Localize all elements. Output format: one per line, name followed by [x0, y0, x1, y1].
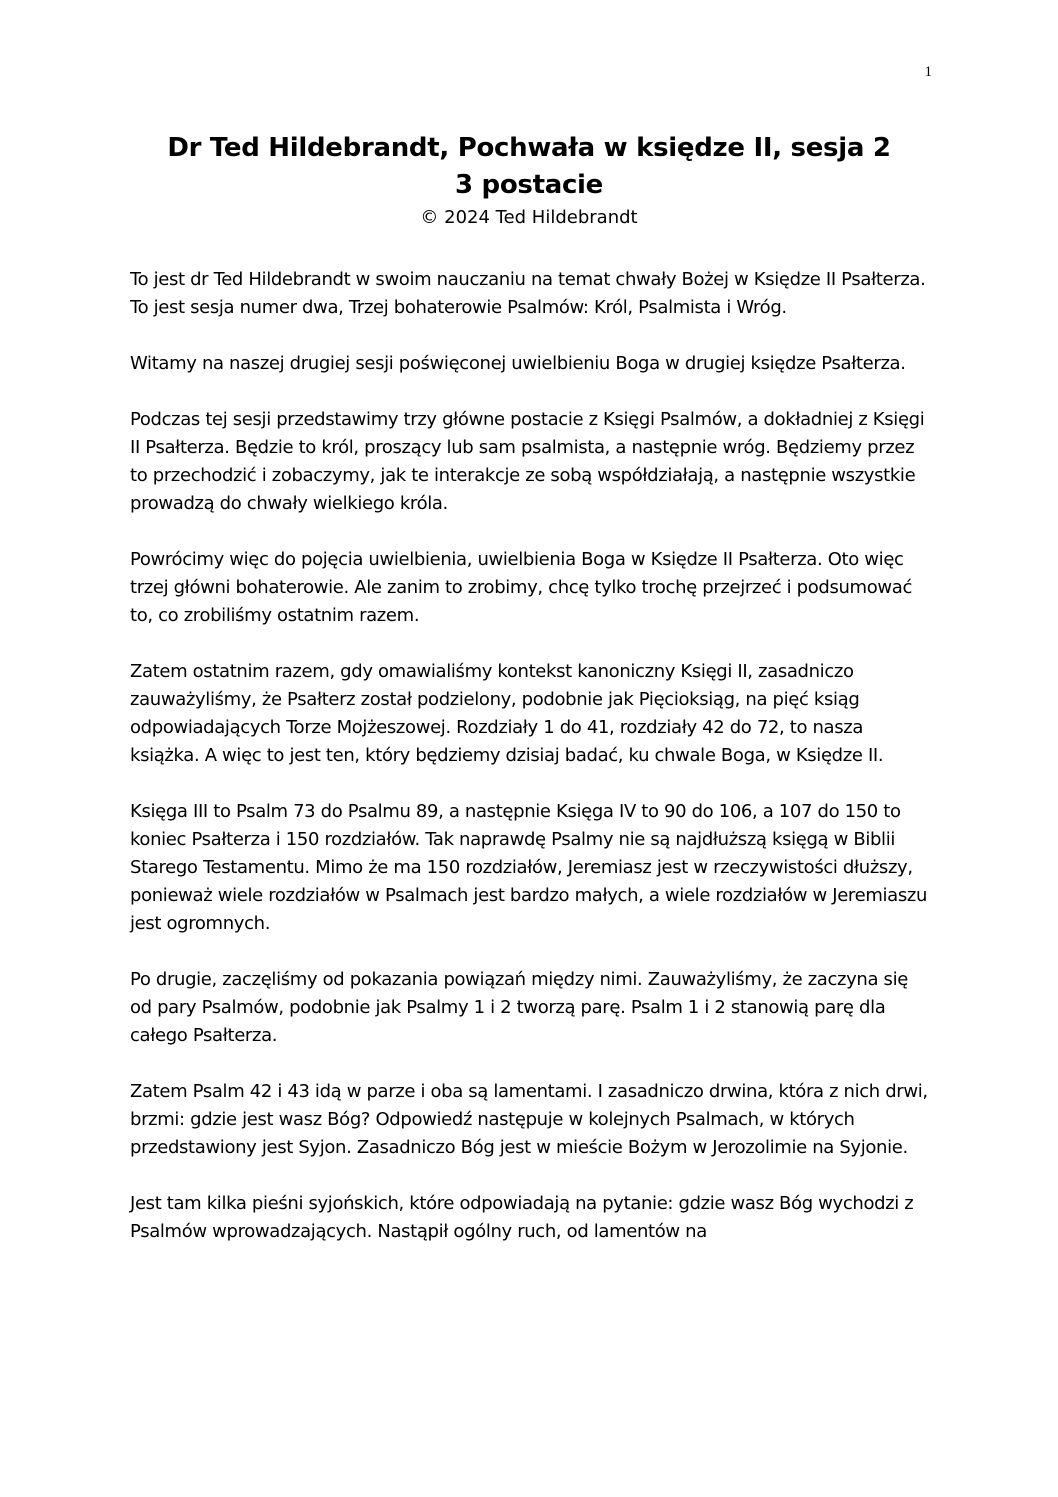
copyright-notice: © 2024 Ted Hildebrandt [420, 207, 638, 228]
paragraph: Powrócimy więc do pojęcia uwielbienia, uwielbienia Boga w Księdze II Psałterza. Oto więc trzej główni bohaterowie. Ale zanim to zrobimy, chcę tylko trochę przejrzeć i podsumować to, co zrobiliśmy ostatnim razem. [130, 549, 913, 626]
document-title: Dr Ted Hildebrandt, Pochwała w księdze II, sesja 2 [167, 133, 891, 163]
paragraph: Podczas tej sesji przedstawimy trzy główne postacie z Księgi Psalmów, a dokładniej z Księgi II Psałterza. Będzie to król, proszący lub sam psalmista, a następnie wróg. Będziemy przez to przechodzić i zobaczymy, jak te interakcje ze sobą współdziałają, a następnie wszystkie prowadzą do chwały wielkiego króla. [130, 409, 925, 514]
paragraph: Po drugie, zaczęliśmy od pokazania powiązań między nimi. Zauważyliśmy, że zaczyna się od pary Psalmów, podobnie jak Psalmy 1 i 2 tworzą parę. Psalm 1 i 2 stanowią parę dla całego Psałterza. [130, 969, 908, 1046]
paragraph: To jest dr Ted Hildebrandt w swoim nauczaniu na temat chwały Bożej w Księdze II Psałterza. To jest sesja numer dwa, Trzej bohaterowie Psalmów: Król, Psalmista i Wróg. [130, 269, 926, 318]
paragraph: Zatem Psalm 42 i 43 idą w parze i oba są lamentami. I zasadniczo drwina, która z nich drwi, brzmi: gdzie jest wasz Bóg? Odpowiedź następuje w kolejnych Psalmach, w których przedstawiony jest Syjon. Zasadniczo Bóg jest w mieście Bożym w Jerozolimie na Syjonie. [130, 1081, 928, 1158]
document-subtitle: 3 postacie [454, 170, 604, 200]
page-number: 1 [924, 64, 932, 80]
paragraph: Księga III to Psalm 73 do Psalmu 89, a następnie Księga IV to 90 do 106, a 107 do 150 to koniec Psałterza i 150 rozdziałów. Tak naprawdę Psalmy nie są najdłuższą księgą w Biblii Starego Testamentu. Mimo że ma 150 rozdziałów, Jeremiasz jest w rzeczywistości dłuższy, ponieważ wiele rozdziałów w Psalmach jest bardzo małych, a wiele rozdziałów w Jeremiaszu jest ogromnych. [130, 801, 928, 934]
paragraph: Zatem ostatnim razem, gdy omawialiśmy kontekst kanoniczny Księgi II, zasadniczo zauważyliśmy, że Psałterz został podzielony, podobnie jak Pięcioksiąg, na pięć ksiąg odpowiadających Torze Mojżeszowej. Rozdziały 1 do 41, rozdziały 42 do 72, to nasza książka. A więc to jest ten, który będziemy dzisiaj badać, ku chwale Boga, w Księdze II. [130, 661, 884, 766]
paragraph: Witamy na naszej drugiej sesji poświęconej uwielbieniu Boga w drugiej księdze Psałterza. [130, 353, 906, 374]
document-header [130, 130, 928, 232]
paragraph: Jest tam kilka pieśni syjońskich, które odpowiadają na pytanie: gdzie wasz Bóg wychodzi z Psalmów wprowadzających. Nastąpił ogólny ruch, od lamentów na [130, 1193, 914, 1242]
document-body [130, 266, 930, 1274]
